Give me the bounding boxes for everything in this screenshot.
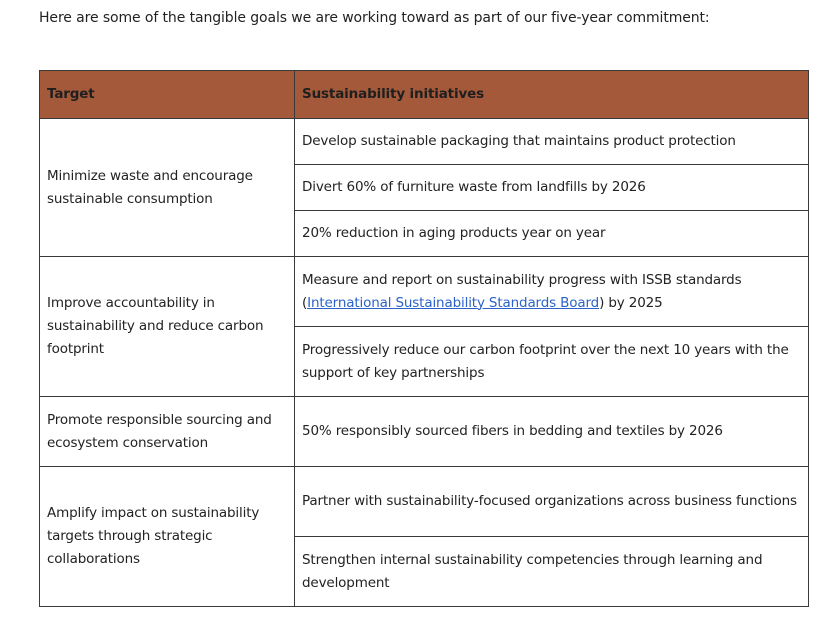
initiative-cell: Strengthen internal sustainability competencies through learning and development [295,537,809,607]
target-cell: Amplify impact on sustainability targets through strategic collaborations [40,467,295,607]
initiative-cell: Divert 60% of furniture waste from landfills by 2026 [295,165,809,211]
initiative-cell: Progressively reduce our carbon footprint over the next 10 years with the support of key partnerships [295,327,809,397]
initiative-cell: 50% responsibly sourced fibers in bedding and textiles by 2026 [295,397,809,467]
initiative-text-before-link: Measure and report on sustainability progress with ISSB standards ( [302,271,742,311]
table-row [40,467,809,537]
table-row [40,119,809,165]
table-row [40,257,809,327]
initiative-cell: 20% reduction in aging products year on year [295,211,809,257]
issb-link[interactable]: International Sustainability Standards Board [307,294,600,311]
target-cell: Promote responsible sourcing and ecosystem conservation [40,397,295,467]
initiative-cell [295,257,809,327]
initiative-cell: Develop sustainable packaging that maintains product protection [295,119,809,165]
target-cell: Minimize waste and encourage sustainable consumption [40,119,295,257]
initiatives-column-header: Sustainability initiatives [295,71,809,119]
goals-table [39,70,809,607]
initiative-text-after-link: ) by 2025 [599,294,663,311]
target-cell: Improve accountability in sustainability and reduce carbon footprint [40,257,295,397]
intro-paragraph: Here are some of the tangible goals we are working toward as part of our five-year commitment: [39,10,710,26]
initiative-cell: Partner with sustainability-focused organizations across business functions [295,467,809,537]
table-header-row [40,71,809,119]
table-row [40,397,809,467]
target-column-header: Target [40,71,295,119]
